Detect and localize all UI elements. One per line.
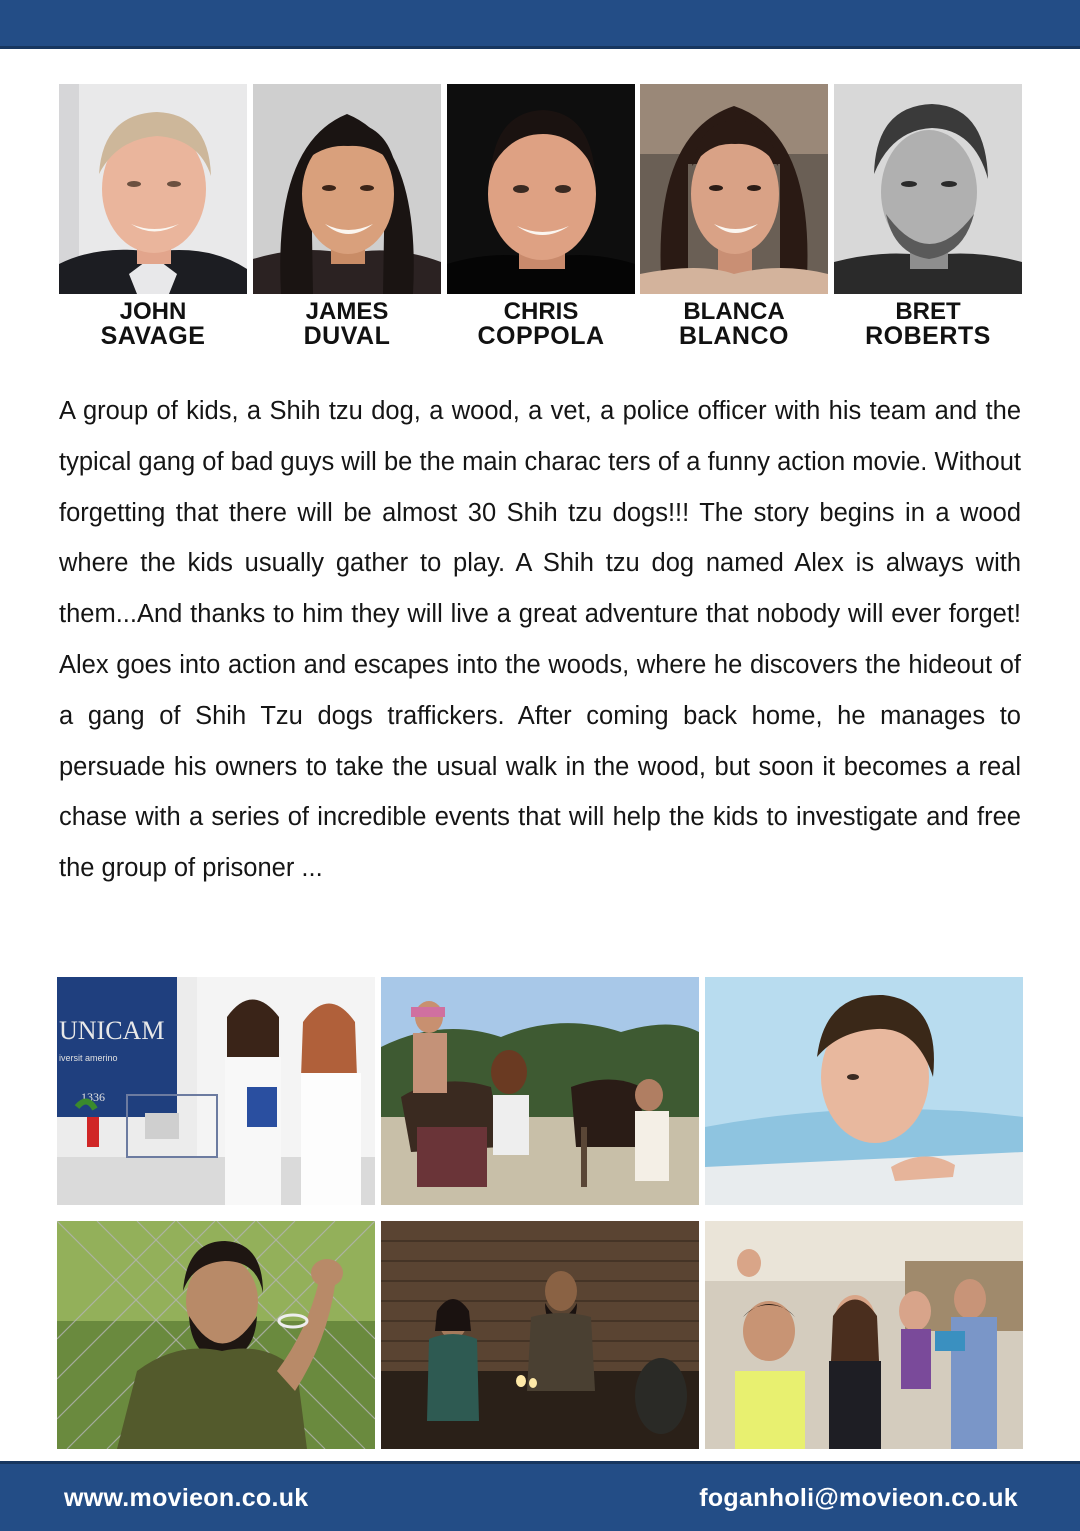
cast-first-name: JAMES [305,298,389,325]
portrait-photo [253,84,441,294]
cast-row [59,84,1022,354]
still-dark-cellar [381,1221,699,1449]
cast-last-name: COPPOLA [477,322,605,350]
still-boy-in-pool [705,977,1023,1205]
cast-last-name: SAVAGE [100,322,206,350]
email-link[interactable]: foganholi@movieon.co.uk [699,1484,1018,1512]
bottom-banner [0,1461,1080,1531]
still-bearded-man-fence [57,1221,375,1449]
vet-sign-number: 1336 [81,1090,105,1104]
cast-member-john-savage [59,84,247,354]
still-horse-riding [381,977,699,1205]
top-banner [0,0,1080,49]
still-vet-clinic [57,977,375,1205]
cast-first-name: CHRIS [503,298,579,325]
portrait-photo [834,84,1022,294]
still-group-kids-officer [705,1221,1023,1449]
cast-last-name: BLANCO [679,322,789,350]
website-link[interactable]: www.movieon.co.uk [64,1484,309,1512]
portrait-photo [59,84,247,294]
synopsis-text: A group of kids, a Shih tzu dog, a wood, a vet, a police officer with his team and the typical gang of bad guys will be the main charac ters of a funny action movie. Without forgetting that there will be almost 30 Shih tzu dogs!!! The story begins in a wood where the kids usually gather to play. A Shih tzu dog named Alex is always with them...And thanks to him they will live a great adventure that nobody will ever forget! Alex goes into action and escapes into the woods, where he discovers the hideout of a gang of Shih Tzu dogs traffickers. After coming back home, he manages to persuade his owners to take the usual walk in the wood, but soon it becomes a real chase with a series of incredible events that will help the kids to investigate and free the group of prisoner ... [59,397,1021,883]
cast-member-bret-roberts [834,84,1022,354]
cast-member-james-duval [253,84,441,354]
cast-last-name: ROBERTS [865,322,991,350]
portrait-photo [447,84,635,294]
vet-sign-subtext: iversit amerino [59,1053,118,1063]
cast-first-name: JOHN [119,298,187,325]
cast-first-name: BRET [895,298,961,325]
film-stills-grid [57,977,1023,1449]
vet-sign-text: UNICAM [59,1016,165,1045]
portrait-photo [640,84,828,294]
cast-last-name: DUVAL [303,322,391,350]
cast-member-chris-coppola [447,84,635,354]
cast-member-blanca-blanco [640,84,828,354]
cast-first-name: BLANCA [683,298,785,325]
